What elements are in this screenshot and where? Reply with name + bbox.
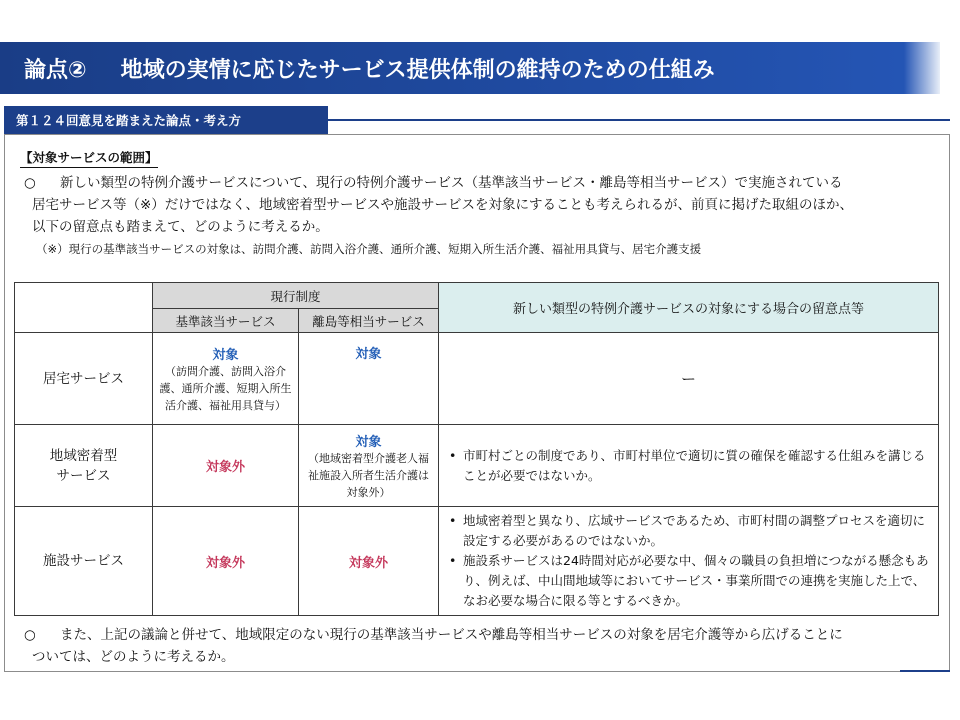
status-excluded: 対象外 [205,555,245,571]
cell-home-kijun [153,333,299,425]
cell-facility-notes [439,507,939,616]
status-target: 対象 [212,347,239,363]
list-item: • 市町村ごとの制度であり、市町村単位で適切に質の確保を確認する仕組みを講じることが必要ではないか。 [449,446,930,486]
circle-bullet-icon: ○ [24,627,36,643]
closing-line-2: ついては、どのように考えるか。 [32,649,235,665]
footnote: （※）現行の基準該当サービスの対象は、訪問介護、訪問入浴介護、通所介護、短期入所生活介護、福祉用具貸与、居宅介護支援 [36,242,702,256]
circle-bullet-icon: ○ [24,175,36,191]
intro-paragraph [24,172,938,238]
intro-line-2: 居宅サービス等（※）だけではなく、地域密着型サービスや施設サービスを対象にすることも考えられるが、前頁に掲げた取組のほか、 [32,197,854,213]
status-excluded: 対象外 [205,460,245,475]
intro-line-3: 以下の留意点も踏まえて、どのように考えるか。 [32,219,329,235]
list-item: • 施設系サービスは24時間対応が必要な中、個々の職員の負担増につながる懸念もあり、例えば、中山間地域等においてサービス・事業所間での連携を実施した上で、なお必要な場合に限る等とするべきか。 [449,551,930,611]
row-label-community-line1: 地域密着型 [49,447,118,464]
closing-line-1: また、上記の議論と併せて、地域限定のない現行の基準該当サービスや離島等相当サービスの対象を居宅介護等から広げることに [60,627,843,643]
status-note: （地域密着型介護老人福祉施設入所者生活介護は対象外） [308,451,429,499]
title-lead: 論点② [24,57,87,83]
row-label-community-line2: サービス [56,467,111,484]
cell-community-notes [439,425,939,507]
status-target: 対象 [355,434,382,450]
range-heading [20,148,158,168]
cell-community-ritou [299,425,439,507]
closing-paragraph [24,624,938,668]
section-label: 第１２４回意見を踏まえた論点・考え方 [4,106,328,134]
status-target: 対象 [355,347,382,362]
table-row-home-services [15,333,939,425]
row-label-facility: 施設サービス [15,507,153,616]
section-divider [328,119,950,121]
range-heading-text: 【対象サービスの範囲】 [20,150,158,165]
service-scope-table [14,282,939,616]
header-new-type-notes: 新しい類型の特例介護サービスの対象にする場合の留意点等 [439,283,939,333]
frame-corner-rule [900,670,950,672]
title-bar-accent [904,42,940,94]
header-current-system: 現行制度 [153,283,439,309]
status-excluded: 対象外 [349,555,389,571]
cell-home-ritou [299,333,439,425]
header-corner [15,283,153,333]
list-item: • 地域密着型と異なり、広域サービスであるため、市町村間の調整プロセスを適切に設定する必要があるのではないか。 [449,511,930,551]
status-note: （訪問介護、訪問入浴介護、通所介護、短期入所生活介護、福祉用具貸与） [159,364,292,412]
cell-home-notes: ー [439,333,939,425]
table-row-community-services [15,425,939,507]
cell-community-kijun [153,425,299,507]
intro-line-1: 新しい類型の特例介護サービスについて、現行の特例介護サービス（基準該当サービス・離島等相当サービス）で実施されている [60,175,843,191]
section-header [0,106,960,134]
page-title: 地域の実情に応じたサービス提供体制の維持のための仕組み [120,57,715,83]
range-heading-underline [20,167,158,168]
table-row-facility-services [15,507,939,616]
cell-facility-ritou [299,507,439,616]
row-label-community [15,425,153,507]
cell-facility-kijun [153,507,299,616]
header-ritou: 離島等相当サービス [299,309,439,333]
row-label-home: 居宅サービス [15,333,153,425]
title-bar [0,42,940,94]
header-kijun: 基準該当サービス [153,309,299,333]
